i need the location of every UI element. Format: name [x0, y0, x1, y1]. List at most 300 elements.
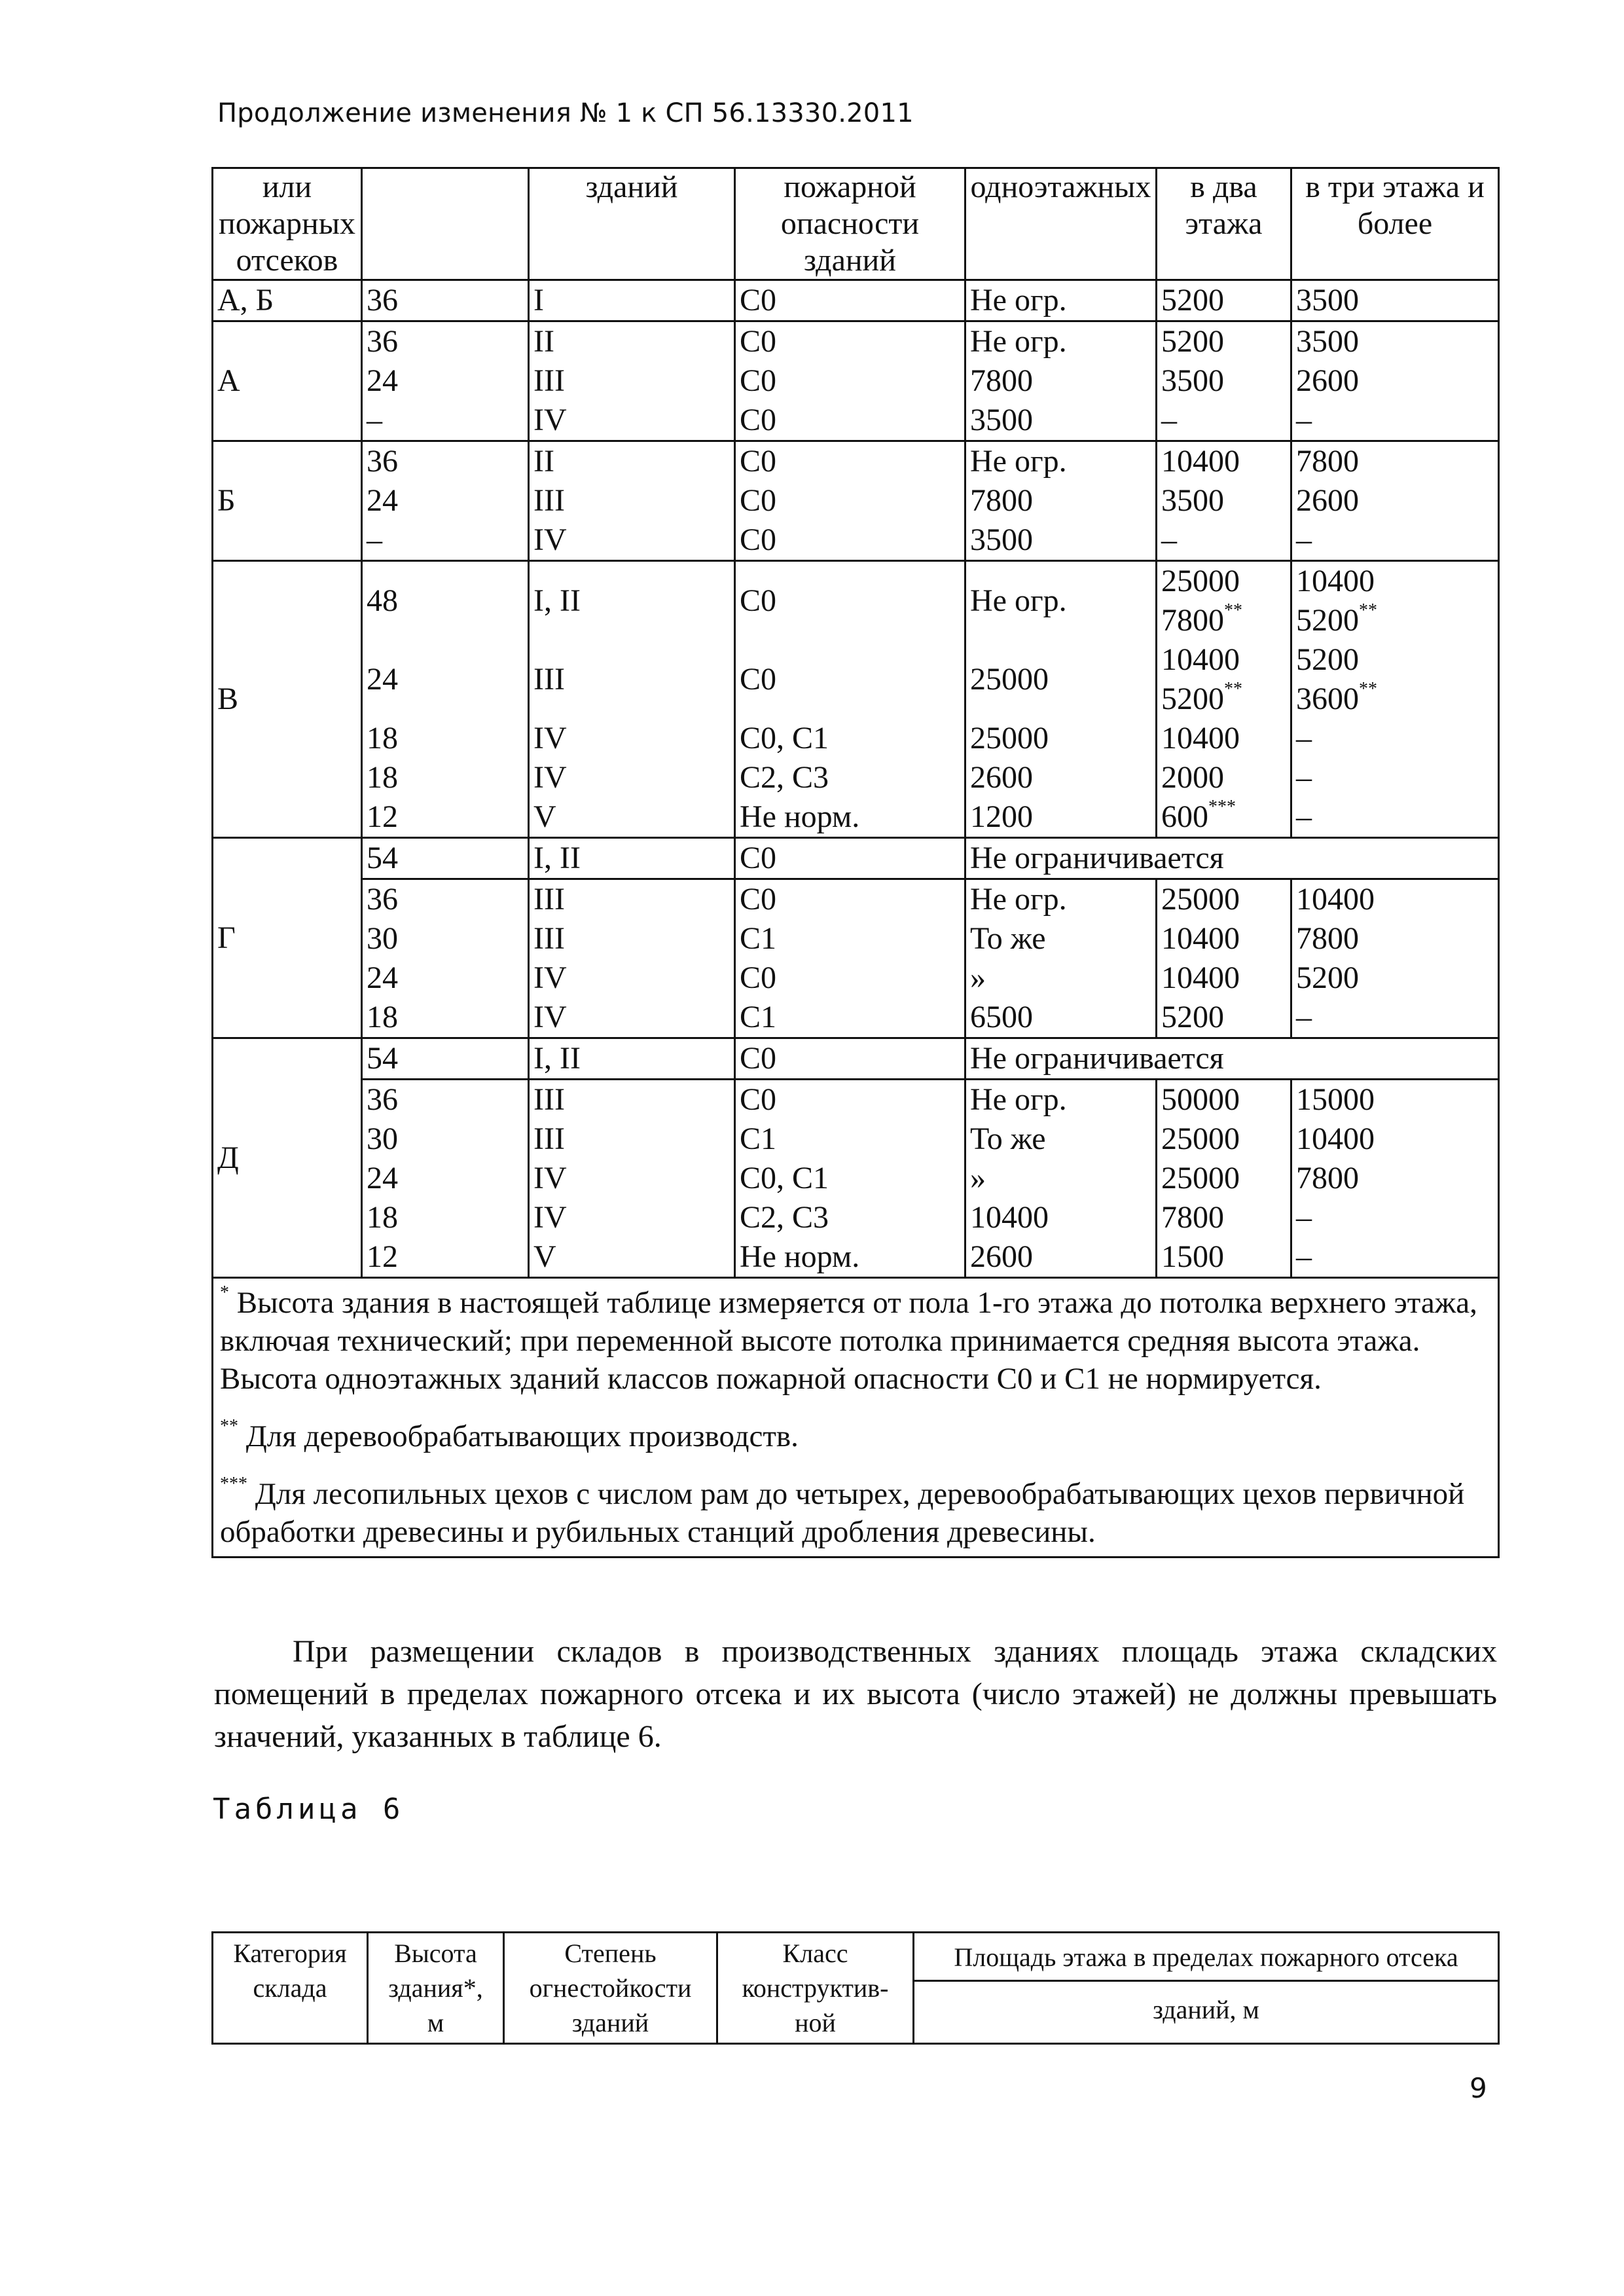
cell-value: IV [533, 522, 567, 557]
table-5-continuation [211, 167, 1500, 1558]
running-header: Продолжение изменения № 1 к СП 56.13330.2011 [217, 98, 914, 128]
cell-line [533, 401, 730, 440]
cell-value: 7800 [1161, 603, 1224, 638]
table-notes-row [213, 1278, 1499, 1558]
header-height [368, 1933, 504, 2044]
one-storey-cell [965, 561, 1157, 838]
cell-line [367, 520, 524, 560]
header-line: более [1357, 206, 1433, 241]
header-category [213, 1933, 368, 2044]
cell-value: Не ограничивается [970, 1041, 1224, 1076]
cell-value: 3500 [1296, 283, 1359, 318]
cell-value: 25000 [970, 662, 1049, 697]
header-fire-resistance [504, 1933, 717, 2044]
unlimited-cell [965, 838, 1499, 879]
cell-value: 12 [367, 799, 398, 834]
cell-line [1296, 797, 1494, 837]
header-line: огнестойкости [529, 1973, 692, 2003]
cell-value: 5200 [1161, 324, 1224, 359]
cell-line [740, 880, 960, 919]
cell-value: То же [970, 1121, 1046, 1156]
cell-line [1296, 1159, 1494, 1198]
cell-line [970, 481, 1151, 520]
height-cell [362, 441, 529, 561]
header-line: этажа [1185, 206, 1263, 241]
cell-value: 3500 [1161, 483, 1224, 518]
cell-value: 1200 [970, 799, 1033, 834]
cell-line [970, 1080, 1151, 1120]
cell-line [533, 797, 730, 837]
cell-line [1296, 401, 1494, 440]
cell-value: 10400 [1161, 721, 1240, 756]
cell-value: С0 [740, 882, 777, 917]
cell-line [367, 1120, 524, 1159]
one-storey-cell [965, 280, 1157, 321]
cell-value: Не огр. [970, 324, 1067, 359]
cell-line [1296, 958, 1494, 998]
cell-value: IV [533, 721, 567, 756]
cell-value: » [970, 960, 986, 995]
cell-value: 10400 [1296, 882, 1375, 917]
footnote-mark: ** [1359, 600, 1377, 621]
cell-line [970, 919, 1151, 958]
cell-line [533, 998, 730, 1037]
category-cell [213, 280, 362, 321]
cell-value: III [533, 882, 565, 917]
cell-line [740, 481, 960, 520]
footnote-mark: ** [1224, 679, 1242, 699]
cell-value: V [533, 799, 556, 834]
header-line: зданий [585, 170, 678, 204]
cell-value: 2600 [1296, 483, 1359, 518]
cell-value: 18 [367, 1000, 398, 1034]
height-cell [362, 838, 529, 879]
cell-value: 1500 [1161, 1239, 1224, 1274]
cell-value: С0 [740, 444, 777, 479]
cell-line [1161, 680, 1286, 719]
category-label: Г [217, 920, 236, 955]
degree-cell [529, 280, 735, 321]
cell-line [970, 1159, 1151, 1198]
category-cell [213, 1038, 362, 1278]
cell-line [1161, 481, 1286, 520]
three-storey-cell [1291, 1080, 1499, 1278]
cell-value: Не огр. [970, 1082, 1067, 1117]
height-cell [362, 879, 529, 1038]
cell-value: 5200 [1161, 283, 1224, 318]
one-storey-cell [965, 879, 1157, 1038]
header-line: зданий [571, 2008, 649, 2037]
cell-value: Не огр. [970, 444, 1067, 479]
table-row [213, 838, 1499, 879]
footnote-text: Для лесопильных цехов с числом рам до четырех, деревообрабатывающих цехов первичной обработки древесины и рубильных станций дробления древесины. [220, 1477, 1465, 1549]
cell-value: Не ограничивается [970, 841, 1224, 875]
footnote [220, 1475, 1491, 1551]
one-storey-cell [965, 441, 1157, 561]
cell-line [970, 640, 1151, 719]
cell-value: 25000 [1161, 1121, 1240, 1156]
cell-line [1296, 680, 1494, 719]
header-three-storey [1291, 168, 1499, 280]
header-line: конструктив- [742, 1973, 889, 2003]
cell-value: IV [533, 760, 567, 795]
cell-value: Не огр. [970, 583, 1067, 618]
cell-value: Не огр. [970, 283, 1067, 318]
cell-line [533, 1080, 730, 1120]
cell-line [1161, 998, 1286, 1037]
header-line: Высота [394, 1939, 477, 1968]
cell-value: V [533, 1239, 556, 1274]
cell-line [367, 958, 524, 998]
cell-value: 24 [367, 662, 398, 697]
cell-value: 7800 [1296, 921, 1359, 956]
cell-value: III [533, 363, 565, 398]
cell-line [1296, 998, 1494, 1037]
cell-value: I, II [533, 583, 581, 618]
header-line: зданий [804, 243, 896, 278]
cell-line [533, 719, 730, 758]
three-storey-cell [1291, 441, 1499, 561]
cell-line [533, 481, 730, 520]
cell-line [1296, 361, 1494, 401]
cell-line [367, 361, 524, 401]
degree-cell [529, 879, 735, 1038]
cell-line [367, 919, 524, 958]
height-cell [362, 561, 529, 838]
header-line: Категория [233, 1939, 347, 1968]
cell-line [1296, 640, 1494, 680]
cell-value: 24 [367, 483, 398, 518]
class-cell [735, 1038, 965, 1080]
cell-value: 36 [367, 882, 398, 917]
cell-line [533, 520, 730, 560]
cell-value: 18 [367, 721, 398, 756]
cell-line [1296, 281, 1494, 320]
footnote [220, 1417, 1491, 1455]
cell-line [1161, 601, 1286, 640]
header-line: опасности [780, 206, 920, 241]
cell-value: 25000 [1161, 564, 1240, 598]
cell-line [367, 758, 524, 797]
cell-value: III [533, 921, 565, 956]
class-cell [735, 879, 965, 1038]
cell-line [1296, 442, 1494, 481]
cell-value: – [1296, 1000, 1312, 1034]
cell-line [533, 562, 730, 640]
cell-value: С0 [740, 324, 777, 359]
cell-value: 5200 [1296, 960, 1359, 995]
cell-value: 18 [367, 760, 398, 795]
cell-value: 6500 [970, 1000, 1033, 1034]
cell-value: II [533, 324, 554, 359]
cell-line [533, 640, 730, 719]
height-cell [362, 280, 529, 321]
cell-line [1161, 1198, 1286, 1237]
cell-line [533, 281, 730, 320]
cell-value: Не огр. [970, 882, 1067, 917]
cell-value: 24 [367, 960, 398, 995]
cell-line [1161, 322, 1286, 361]
cell-line [740, 442, 960, 481]
cell-line [367, 1080, 524, 1120]
header-line: в три этажа и [1305, 170, 1485, 204]
cell-value: – [1161, 522, 1177, 557]
category-cell [213, 561, 362, 838]
cell-line [367, 281, 524, 320]
cell-line [367, 481, 524, 520]
header-line: склада [253, 1973, 327, 2003]
cell-value: III [533, 483, 565, 518]
cell-line [1161, 1120, 1286, 1159]
cell-line [970, 958, 1151, 998]
cell-line [740, 1237, 960, 1277]
cell-value: 3500 [1161, 363, 1224, 398]
cell-line [1296, 562, 1494, 601]
table-row [213, 1038, 1499, 1080]
cell-value: 2600 [970, 760, 1033, 795]
body-paragraph [214, 1630, 1497, 1758]
cell-line [970, 758, 1151, 797]
cell-line [1296, 880, 1494, 919]
cell-line [533, 1237, 730, 1277]
cell-value: 25000 [1161, 1161, 1240, 1195]
class-cell [735, 321, 965, 441]
cell-line [1296, 1198, 1494, 1237]
cell-value: 10400 [1161, 921, 1240, 956]
cell-value: 12 [367, 1239, 398, 1274]
header-line: отсеков [236, 243, 338, 278]
cell-value: 5200 [1296, 603, 1359, 638]
two-storey-cell [1157, 280, 1291, 321]
header-two-storey [1157, 168, 1291, 280]
table-row [213, 321, 1499, 441]
cell-line [1161, 281, 1286, 320]
cell-value: С0 [740, 960, 777, 995]
cell-value: 2600 [1296, 363, 1359, 398]
cell-line [740, 361, 960, 401]
header-line: здания*, [388, 1973, 483, 2003]
cell-value: II [533, 444, 554, 479]
cell-value: 2600 [970, 1239, 1033, 1274]
cell-value: С0 [740, 1082, 777, 1117]
cell-value: 3500 [970, 403, 1033, 437]
cell-line [740, 998, 960, 1037]
table-row [213, 1080, 1499, 1278]
cell-value: » [970, 1161, 986, 1195]
footnote-mark: *** [1208, 797, 1236, 817]
cell-value: С0 [740, 1041, 777, 1076]
class-cell [735, 561, 965, 838]
cell-line [1161, 919, 1286, 958]
cell-line [970, 719, 1151, 758]
cell-value: С0 [740, 583, 777, 618]
cell-line [1161, 797, 1286, 837]
cell-value: С0, С1 [740, 721, 829, 756]
header-line: пожарных [219, 206, 355, 241]
header-line: пожарной [784, 170, 916, 204]
cell-value: – [1296, 1239, 1312, 1274]
category-cell [213, 321, 362, 441]
cell-value: 24 [367, 1161, 398, 1195]
cell-line [740, 1159, 960, 1198]
cell-value: Не норм. [740, 1239, 860, 1274]
cell-value: 10400 [1296, 1121, 1375, 1156]
cell-line [367, 1159, 524, 1198]
footnote-mark: * [220, 1283, 229, 1303]
footnote-mark: ** [1359, 679, 1377, 699]
cell-line [367, 1237, 524, 1277]
footnotes-cell [213, 1278, 1499, 1558]
cell-value: – [1296, 403, 1312, 437]
one-storey-cell [965, 1080, 1157, 1278]
cell-value: III [533, 662, 565, 697]
cell-value: 36 [367, 283, 398, 318]
cell-line [970, 880, 1151, 919]
cell-value: IV [533, 403, 567, 437]
cell-value: 10400 [970, 1200, 1049, 1235]
cell-value: 7800 [970, 483, 1033, 518]
cell-line [740, 719, 960, 758]
table-row [213, 879, 1499, 1038]
cell-line [970, 562, 1151, 640]
cell-value: 3500 [970, 522, 1033, 557]
header-one-storey [965, 168, 1157, 280]
cell-value: 54 [367, 841, 398, 875]
cell-value: С0 [740, 662, 777, 697]
header-area-subtitle: зданий, м [1153, 1995, 1259, 2024]
height-cell [362, 1038, 529, 1080]
cell-value: I, II [533, 841, 581, 875]
header-area-title: Площадь этажа в пределах пожарного отсека [914, 1937, 1498, 1982]
table-row [213, 441, 1499, 561]
cell-line [367, 719, 524, 758]
cell-value: 10400 [1161, 444, 1240, 479]
cell-line [1161, 442, 1286, 481]
cell-value: I [533, 283, 544, 318]
degree-cell [529, 838, 735, 879]
cell-value: 25000 [1161, 882, 1240, 917]
cell-line [740, 1080, 960, 1120]
cell-value: IV [533, 1200, 567, 1235]
footnote-mark: ** [220, 1416, 238, 1436]
cell-value: 36 [367, 1082, 398, 1117]
cell-value: 3600 [1296, 682, 1359, 716]
degree-cell [529, 1080, 735, 1278]
cell-line [970, 1120, 1151, 1159]
cell-value: С0 [740, 841, 777, 875]
cell-value: С0 [740, 483, 777, 518]
cell-line [970, 797, 1151, 837]
paragraph-text: При размещении складов в производственных зданиях площадь этажа складских помещений в пределах пожарного отсека и их высота (число этажей) не должны превышать значений, указанных в таблице 6. [214, 1634, 1497, 1754]
cell-line [533, 1120, 730, 1159]
cell-line [740, 562, 960, 640]
cell-line [1161, 880, 1286, 919]
cell-line [533, 442, 730, 481]
cell-value: 48 [367, 583, 398, 618]
cell-value: 18 [367, 1200, 398, 1235]
cell-value: 36 [367, 444, 398, 479]
header-line: Класс [782, 1939, 848, 1968]
degree-cell [529, 561, 735, 838]
cell-value: – [1161, 403, 1177, 437]
cell-line [740, 797, 960, 837]
header-line: м [427, 2008, 444, 2037]
cell-line [970, 281, 1151, 320]
cell-value: – [1296, 522, 1312, 557]
cell-line [740, 758, 960, 797]
cell-value: III [533, 1121, 565, 1156]
cell-value: 7800 [1296, 444, 1359, 479]
cell-value: IV [533, 1161, 567, 1195]
cell-value: 30 [367, 1121, 398, 1156]
header-class [735, 168, 965, 280]
cell-value: То же [970, 921, 1046, 956]
cell-value: I, II [533, 1041, 581, 1076]
cell-line [1296, 1080, 1494, 1120]
cell-line [740, 401, 960, 440]
cell-value: 24 [367, 363, 398, 398]
cell-value: – [367, 403, 382, 437]
cell-line [1161, 1080, 1286, 1120]
cell-value: 36 [367, 324, 398, 359]
cell-line [1296, 719, 1494, 758]
cell-line [1296, 481, 1494, 520]
footnote-text: Для деревообрабатывающих производств. [245, 1419, 799, 1453]
cell-value: 7800 [1161, 1200, 1224, 1235]
cell-value: 3500 [1296, 324, 1359, 359]
cell-value: 5200 [1161, 1000, 1224, 1034]
degree-cell [529, 441, 735, 561]
cell-line [1161, 1237, 1286, 1277]
cell-value: III [533, 1082, 565, 1117]
cell-value: 25000 [970, 721, 1049, 756]
category-label: Д [217, 1140, 239, 1175]
cell-line [740, 1198, 960, 1237]
class-cell [735, 1080, 965, 1278]
cell-line [367, 998, 524, 1037]
degree-cell [529, 1038, 735, 1080]
cell-line [740, 1120, 960, 1159]
cell-line [1161, 758, 1286, 797]
cell-line [1296, 601, 1494, 640]
cell-value: 10400 [1296, 564, 1375, 598]
cell-line [970, 1237, 1151, 1277]
header-line: или [262, 170, 312, 204]
cell-value: 10400 [1161, 960, 1240, 995]
cell-line [1161, 958, 1286, 998]
table-header-row [213, 168, 1499, 280]
cell-value: – [1296, 799, 1312, 834]
cell-line [533, 758, 730, 797]
cell-line [533, 1198, 730, 1237]
cell-line [1161, 401, 1286, 440]
cell-value: С0 [740, 363, 777, 398]
cell-line [970, 361, 1151, 401]
cell-value: IV [533, 1000, 567, 1034]
cell-line [367, 797, 524, 837]
cell-value: – [1296, 760, 1312, 795]
cell-value: IV [533, 960, 567, 995]
cell-value: 5200 [1161, 682, 1224, 716]
cell-value: 10400 [1161, 642, 1240, 677]
cell-line [970, 998, 1151, 1037]
category-label: А, Б [217, 283, 274, 318]
header-line: Степень [564, 1939, 657, 1968]
cell-line [1161, 562, 1286, 601]
cell-line [367, 640, 524, 719]
footnote-text: Высота здания в настоящей таблице измеряется от пола 1-го этажа до потолка верхнего этажа, включая технический; при переменной высоте потолка принимается средняя высота этажа. Высота одноэтажных зданий классов пожарной опасности С0 и С1 не нормируется. [220, 1286, 1477, 1396]
header-floor-area [914, 1933, 1499, 2044]
